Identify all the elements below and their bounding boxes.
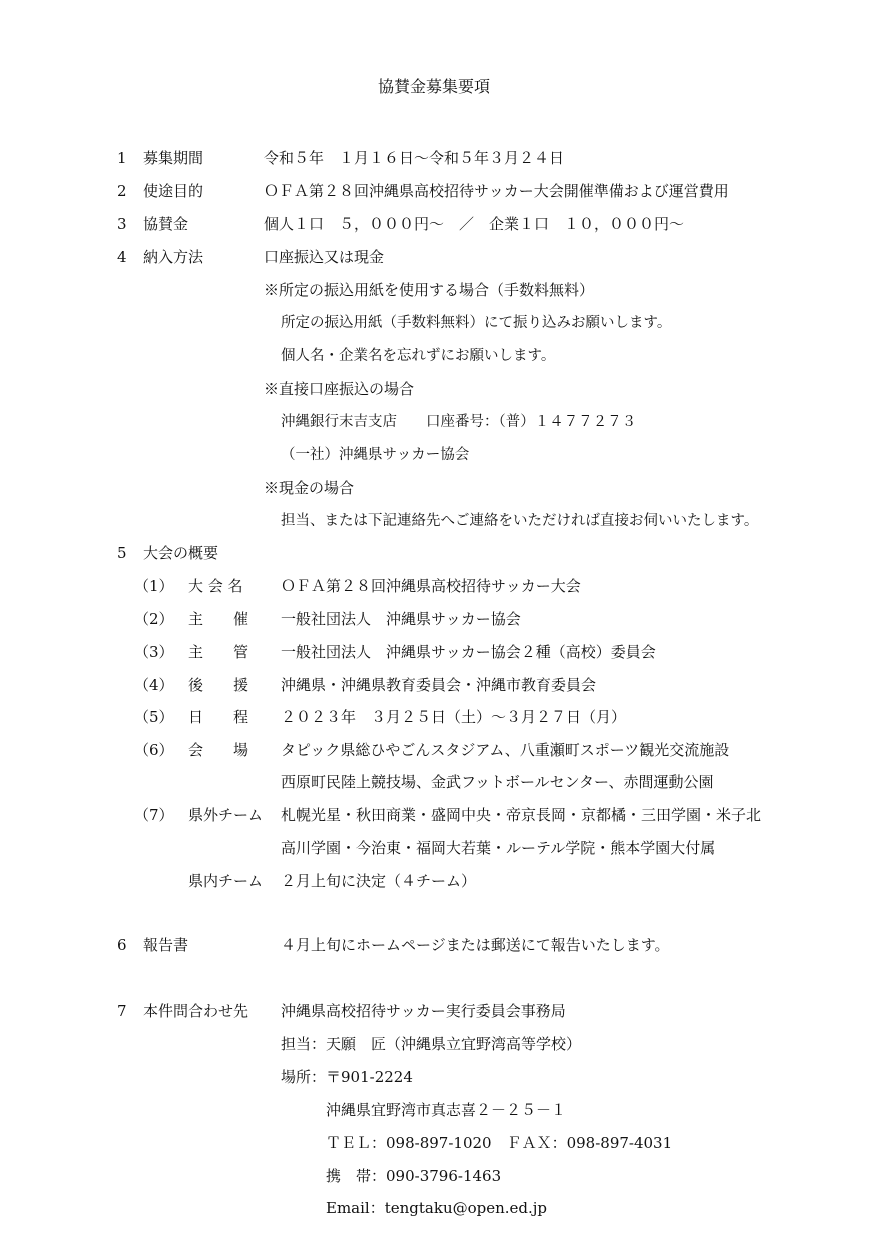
overview-row-label: 主 催 <box>188 610 249 628</box>
overview-row-number: （2） <box>134 610 174 628</box>
period-value: 令和５年 １月１６日～令和５年３月２４日 <box>264 149 565 167</box>
overview-row-value: ２０２３年 ３月２５日（土）～３月２７日（月） <box>281 708 627 726</box>
overview-label: 大会の概要 <box>143 544 219 562</box>
contact-org: 沖縄県高校招待サッカー実行委員会事務局 <box>281 1002 566 1020</box>
item-number: 2 <box>117 182 127 200</box>
purpose-value: ＯＦＡ第２８回沖縄県高校招待サッカー大会開催準備および運営費用 <box>264 182 729 200</box>
overview-row-value: 一般社団法人 沖縄県サッカー協会２種（高校）委員会 <box>281 643 656 661</box>
contact-postal: 場所：〒901-2224 <box>281 1068 413 1086</box>
contact-phone: ＴＥＬ：098-897-1020 ＦＡＸ：098-897-4031 <box>326 1134 673 1152</box>
report-value: ４月上旬にホームページまたは郵送にて報告いたします。 <box>281 936 670 954</box>
overview-row-number: （3） <box>134 643 174 661</box>
period-label: 募集期間 <box>143 149 204 167</box>
overview-row-label: 日 程 <box>188 708 249 726</box>
overview-row-number: （1） <box>134 577 174 595</box>
overview-row-label: 主 管 <box>188 643 249 661</box>
document-title: 協賛金募集要項 <box>378 77 491 96</box>
contact-label: 本件問合わせ先 <box>143 1002 249 1020</box>
overview-row-label: 県外チーム <box>188 806 264 824</box>
overview-row-label: 後 援 <box>188 676 249 694</box>
item-number: 5 <box>117 544 127 562</box>
overview-row-value: 札幌光星・秋田商業・盛岡中央・帝京長岡・京都橘・三田学園・米子北 <box>281 806 762 824</box>
contact-email: Email：tengtaku@open.ed.jp <box>326 1199 548 1217</box>
payment-form-line: 所定の振込用紙（手数料無料）にて振り込みお願いします。 <box>281 315 672 331</box>
overview-row-value: ＯＦＡ第２８回沖縄県高校招待サッカー大会 <box>281 577 581 595</box>
overview-row-number: （7） <box>134 806 174 824</box>
item-number: 4 <box>117 248 127 266</box>
item-number: 6 <box>117 936 127 954</box>
overview-row-value: 高川学園・今治東・福岡大若葉・ルーテル学院・熊本学園大付属 <box>281 839 716 857</box>
overview-row-value: 沖縄県・沖縄県教育委員会・沖縄市教育委員会 <box>281 676 597 694</box>
bank-account-line: 沖縄銀行末吉支店 口座番号：（普）１４７７２７３ <box>281 414 637 430</box>
overview-row-value: 西原町民陸上競技場、金武フットボールセンター、赤間運動公園 <box>281 773 714 791</box>
item-number: 1 <box>117 149 127 167</box>
payment-cash-heading: ※現金の場合 <box>264 479 355 497</box>
overview-row-label: 会 場 <box>188 741 249 759</box>
payment-form-line: 個人名・企業名を忘れずにお願いします。 <box>281 348 556 364</box>
overview-row-number: （6） <box>134 741 174 759</box>
overview-row-value: ２月上旬に決定（４チーム） <box>281 872 477 890</box>
account-holder-line: （一社）沖縄県サッカー協会 <box>281 447 470 463</box>
item-number: 7 <box>117 1002 127 1020</box>
contact-person: 担当：天願 匠（沖縄県立宜野湾高等学校） <box>281 1035 582 1053</box>
item-number: 3 <box>117 215 127 233</box>
amount-value: 個人１口 ５，０００円～ ／ 企業１口 １０，０００円～ <box>264 215 685 233</box>
report-label: 報告書 <box>143 936 189 954</box>
overview-row-value: タピック県総ひやごんスタジアム、八重瀬町スポーツ観光交流施設 <box>281 741 730 759</box>
payment-form-heading: ※所定の振込用紙を使用する場合（手数料無料） <box>264 281 595 299</box>
payment-direct-heading: ※直接口座振込の場合 <box>264 380 415 398</box>
overview-row-value: 一般社団法人 沖縄県サッカー協会 <box>281 610 521 628</box>
amount-label: 協賛金 <box>143 215 189 233</box>
payment-value: 口座振込又は現金 <box>264 248 385 266</box>
overview-row-number: （5） <box>134 708 174 726</box>
overview-row-label: 県内チーム <box>188 872 264 890</box>
cash-line: 担当、または下記連絡先へご連絡をいただければ直接お伺いいたします。 <box>281 513 759 529</box>
overview-row-label: 大 会 名 <box>188 577 243 595</box>
contact-mobile: 携 帯：090-3796-1463 <box>326 1167 502 1185</box>
overview-row-number: （4） <box>134 676 174 694</box>
payment-label: 納入方法 <box>143 248 204 266</box>
contact-address: 沖縄県宜野湾市真志喜２－２５－１ <box>326 1101 567 1119</box>
purpose-label: 使途目的 <box>143 182 204 200</box>
